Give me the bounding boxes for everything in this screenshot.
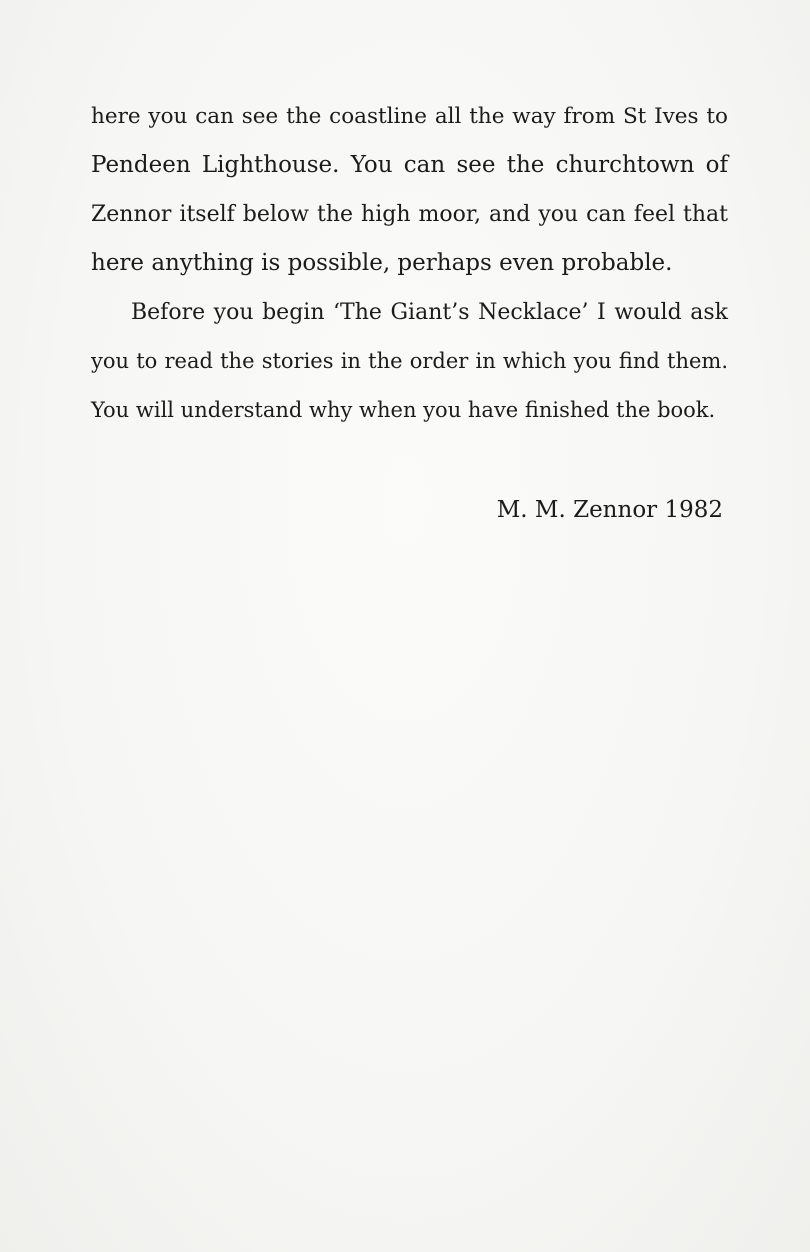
paragraph-2-line-1: Before you begin ‘The Giant’s Necklace’ I would ask	[131, 300, 728, 325]
paragraph-1-line-4: here anything is possible, perhaps even probable.	[91, 250, 673, 276]
paragraph-2-line-3: You will understand why when you have finished the book.	[91, 398, 716, 422]
paragraph-2-line-2: you to read the stories in the order in which you find them.	[91, 349, 728, 373]
paragraph-1-line-3: Zennor itself below the high moor, and you can feel that	[91, 202, 728, 227]
author-signature: M. M. Zennor 1982	[496, 497, 723, 523]
body-text	[91, 92, 728, 435]
paragraph-1-line-1: here you can see the coastline all the way from St Ives to	[91, 104, 728, 129]
paragraph-1-line-2: Pendeen Lighthouse. You can see the churchtown of	[91, 152, 728, 178]
